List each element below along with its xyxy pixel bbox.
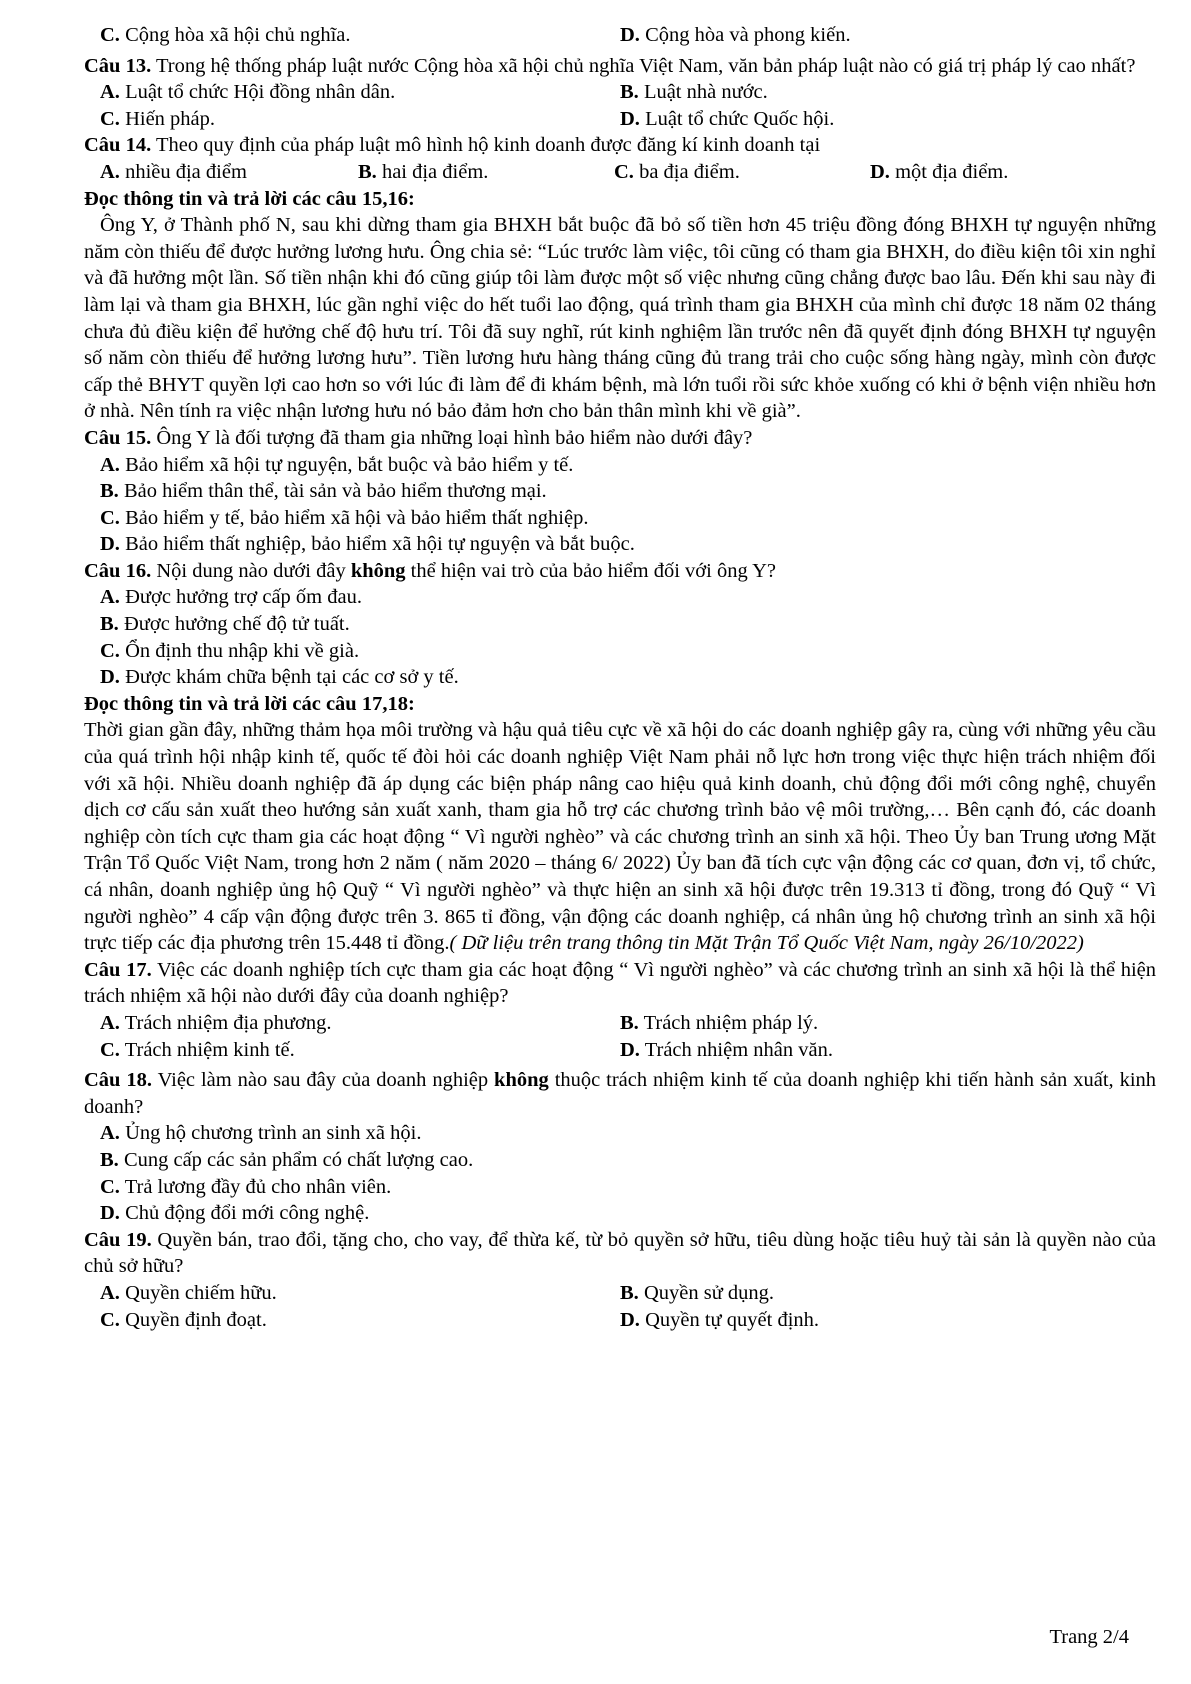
q16-negation: không bbox=[350, 559, 406, 582]
q19-options-row-1 bbox=[84, 1280, 1156, 1307]
q18-option-b: B. Cung cấp các sản phẩm có chất lượng cao. bbox=[100, 1148, 474, 1171]
passage1-heading: Đọc thông tin và trả lời các câu 15,16: bbox=[84, 187, 415, 210]
q12-option-d: D. Cộng hòa và phong kiến. bbox=[620, 24, 851, 46]
passage1-text: Ông Y, ở Thành phố N, sau khi dừng tham gia BHXH bắt buộc đã bỏ số tiền hơn 45 triệu đồng đóng BHXH tự nguyện những năm còn thiếu để được hưởng lương hưu. Ông chia sẻ: “Lúc trước làm việc, tôi cũng có tham gia BHXH, do điều kiện tôi xin nghỉ và đã hưởng một lần. Số tiền nhận khi đó cũng giúp tôi làm được một số việc nhưng cũng chẳng được bao lâu. Đến khi sau này đi làm lại và tham gia BHXH, lúc gần nghỉ việc do hết tuổi lao động, quá trình tham gia BHXH của mình chỉ được 18 năm 02 tháng chưa đủ điều kiện để hưởng chế độ hưu trí. Tôi đã suy nghĩ, rút kinh nghiệm lần trước nên đã quyết định đóng BHXH tự nguyện số năm còn thiếu để hưởng lương hưu”. Tiền lương hưu hàng tháng cũng đủ trang trải cho cuộc sống hàng ngày, mình còn được cấp thẻ BHYT quyền lợi cao hơn so với lúc đi làm để đi khám bệnh, mà lớn tuổi rồi sức khỏe xuống có khi ở bệnh viện nhiều hơn ở nhà. Nên tính ra việc nhận lương hưu nó bảo đảm hơn cho bản thân mình khi về già”. bbox=[84, 214, 1156, 423]
q12-options-row-2 bbox=[84, 22, 1156, 49]
q17-options-row-1 bbox=[84, 1010, 1156, 1037]
q13-label: Câu 13. bbox=[84, 54, 152, 77]
q18-option-a: A. Ủng hộ chương trình an sinh xã hội. bbox=[100, 1122, 422, 1145]
q14-option-d: D. một địa điểm. bbox=[870, 160, 1009, 183]
q19-option-d: D. Quyền tự quyết định. bbox=[620, 1308, 820, 1331]
q18-stem: Câu 18. Việc làm nào sau đây của doanh nghiệp không thuộc trách nhiệm kinh tế của doanh nghiệp khi tiến hành sản xuất, kinh doanh? bbox=[84, 1069, 1157, 1118]
q16-option-c: C. Ổn định thu nhập khi về già. bbox=[100, 639, 360, 662]
q15-stem: Câu 15. Ông Y là đối tượng đã tham gia những loại hình bảo hiểm nào dưới đây? bbox=[84, 426, 753, 449]
q13-options-row-1 bbox=[84, 79, 1156, 106]
q19-label: Câu 19. bbox=[84, 1228, 152, 1251]
q18-negation: không bbox=[494, 1069, 549, 1092]
q17-option-c: C. Trách nhiệm kinh tế. bbox=[100, 1038, 295, 1061]
q14-option-b: B. hai địa điểm. bbox=[358, 160, 489, 183]
q17-option-d: D. Trách nhiệm nhân văn. bbox=[620, 1038, 833, 1061]
q14-stem: Câu 14. Theo quy định của pháp luật mô hình hộ kinh doanh được đăng kí kinh doanh tại bbox=[84, 134, 821, 157]
q15-option-d: D. Bảo hiểm thất nghiệp, bảo hiểm xã hội tự nguyện và bắt buộc. bbox=[100, 533, 635, 556]
q19-options-row-2 bbox=[84, 1307, 1156, 1334]
passage2-heading: Đọc thông tin và trả lời các câu 17,18: bbox=[84, 692, 415, 715]
exam-page bbox=[84, 22, 1156, 1333]
q16-label: Câu 16. bbox=[84, 559, 152, 582]
passage2-source: ( Dữ liệu trên trang thông tin Mặt Trận Tổ Quốc Việt Nam, ngày 26/10/2022) bbox=[449, 932, 1084, 955]
q13-stem: Câu 13. Trong hệ thống pháp luật nước Cộng hòa xã hội chủ nghĩa Việt Nam, văn bản pháp luật nào có giá trị pháp lý cao nhất? bbox=[84, 54, 1136, 77]
q13-option-b: B. Luật nhà nước. bbox=[620, 81, 768, 104]
q13-option-a: A. Luật tổ chức Hội đồng nhân dân. bbox=[100, 81, 396, 104]
q13-option-c: C. Hiến pháp. bbox=[100, 107, 216, 130]
q17-option-b: B. Trách nhiệm pháp lý. bbox=[620, 1011, 819, 1034]
q16-option-a: A. Được hưởng trợ cấp ốm đau. bbox=[100, 586, 362, 609]
q14-option-c: C. ba địa điểm. bbox=[614, 160, 740, 183]
q15-option-b: B. Bảo hiểm thân thể, tài sản và bảo hiểm thương mại. bbox=[100, 480, 547, 503]
q18-option-c: C. Trả lương đầy đủ cho nhân viên. bbox=[100, 1175, 392, 1198]
q16-option-b: B. Được hưởng chế độ tử tuất. bbox=[100, 613, 350, 636]
q16-option-d: D. Được khám chữa bệnh tại các cơ sở y tế. bbox=[100, 666, 459, 689]
q15-label: Câu 15. bbox=[84, 426, 152, 449]
page-number: Trang 2/4 bbox=[1049, 1626, 1129, 1648]
q17-option-a: A. Trách nhiệm địa phương. bbox=[100, 1011, 332, 1034]
q13-options-row-2 bbox=[84, 106, 1156, 133]
q14-option-a: A. nhiều địa điểm bbox=[100, 160, 247, 183]
q13-option-d: D. Luật tổ chức Quốc hội. bbox=[620, 107, 835, 130]
passage2-text: Thời gian gần đây, những thảm họa môi trường và hậu quả tiêu cực về xã hội do các doanh nghiệp gây ra, cùng với những yêu cầu của quá trình hội nhập kinh tế, quốc tế đòi hỏi các doanh nghiệp Việt Nam phải nỗ lực hơn trong việc thực hiện trách nhiệm đối với xã hội. Nhiều doanh nghiệp đã áp dụng các biện pháp nâng cao hiệu quả kinh doanh, chủ động đổi mới công nghệ, chuyển dịch cơ cấu sản xuất theo hướng sản xuất xanh, tham gia hỗ trợ các chương trình bảo vệ môi trường,… Bên cạnh đó, các doanh nghiệp còn tích cực tham gia các hoạt động “ Vì người nghèo” và các chương trình an sinh xã hội. Theo Ủy ban Trung ương Mặt Trận Tổ Quốc Việt Nam, trong hơn 2 năm ( năm 2020 – tháng 6/ 2022) Ủy ban đã tích cực vận động các cơ quan, đơn vị, tổ chức, cá nhân, doanh nghiệp ủng hộ Quỹ “ Vì người nghèo” và thực hiện an sinh xã hội được trên 19.313 tỉ đồng, trong đó Quỹ “ Vì người nghèo” 4 cấp vận động được trên 3. 865 tỉ đồng, vận động các doanh nghiệp, cá nhân ủng hộ chương trình an sinh xã hội trực tiếp các địa phương trên 15.448 tỉ đồng.( Dữ liệu trên trang thông tin Mặt Trận Tổ Quốc Việt Nam, ngày 26/10/2022) bbox=[84, 719, 1156, 955]
q15-option-c: C. Bảo hiểm y tế, bảo hiểm xã hội và bảo hiểm thất nghiệp. bbox=[100, 506, 589, 529]
q19-option-c: C. Quyền định đoạt. bbox=[100, 1308, 267, 1331]
q18-label: Câu 18. bbox=[84, 1069, 153, 1092]
q17-stem: Câu 17. Việc các doanh nghiệp tích cực tham gia các hoạt động “ Vì người nghèo” và các chương trình an sinh xã hội là thể hiện trách nhiệm xã hội nào dưới đây của doanh nghiệp? bbox=[84, 958, 1156, 1008]
q17-options-row-2 bbox=[84, 1037, 1156, 1064]
q17-label: Câu 17. bbox=[84, 958, 152, 981]
q19-option-a: A. Quyền chiếm hữu. bbox=[100, 1281, 277, 1304]
q18-option-d: D. Chủ động đổi mới công nghệ. bbox=[100, 1202, 370, 1225]
q16-stem: Câu 16. Nội dung nào dưới đây không thể hiện vai trò của bảo hiểm đối với ông Y? bbox=[84, 559, 776, 582]
q15-option-a: A. Bảo hiểm xã hội tự nguyện, bắt buộc và bảo hiểm y tế. bbox=[100, 453, 574, 476]
q12-option-c: C. Cộng hòa xã hội chủ nghĩa. bbox=[100, 24, 351, 46]
q19-option-b: B. Quyền sử dụng. bbox=[620, 1281, 775, 1304]
q14-options-row bbox=[84, 159, 1156, 186]
q14-label: Câu 14. bbox=[84, 134, 152, 157]
q19-stem: Câu 19. Quyền bán, trao đổi, tặng cho, cho vay, để thừa kế, từ bỏ quyền sở hữu, tiêu dùng hoặc tiêu huỷ tài sản là quyền nào của chủ sở hữu? bbox=[84, 1228, 1156, 1278]
